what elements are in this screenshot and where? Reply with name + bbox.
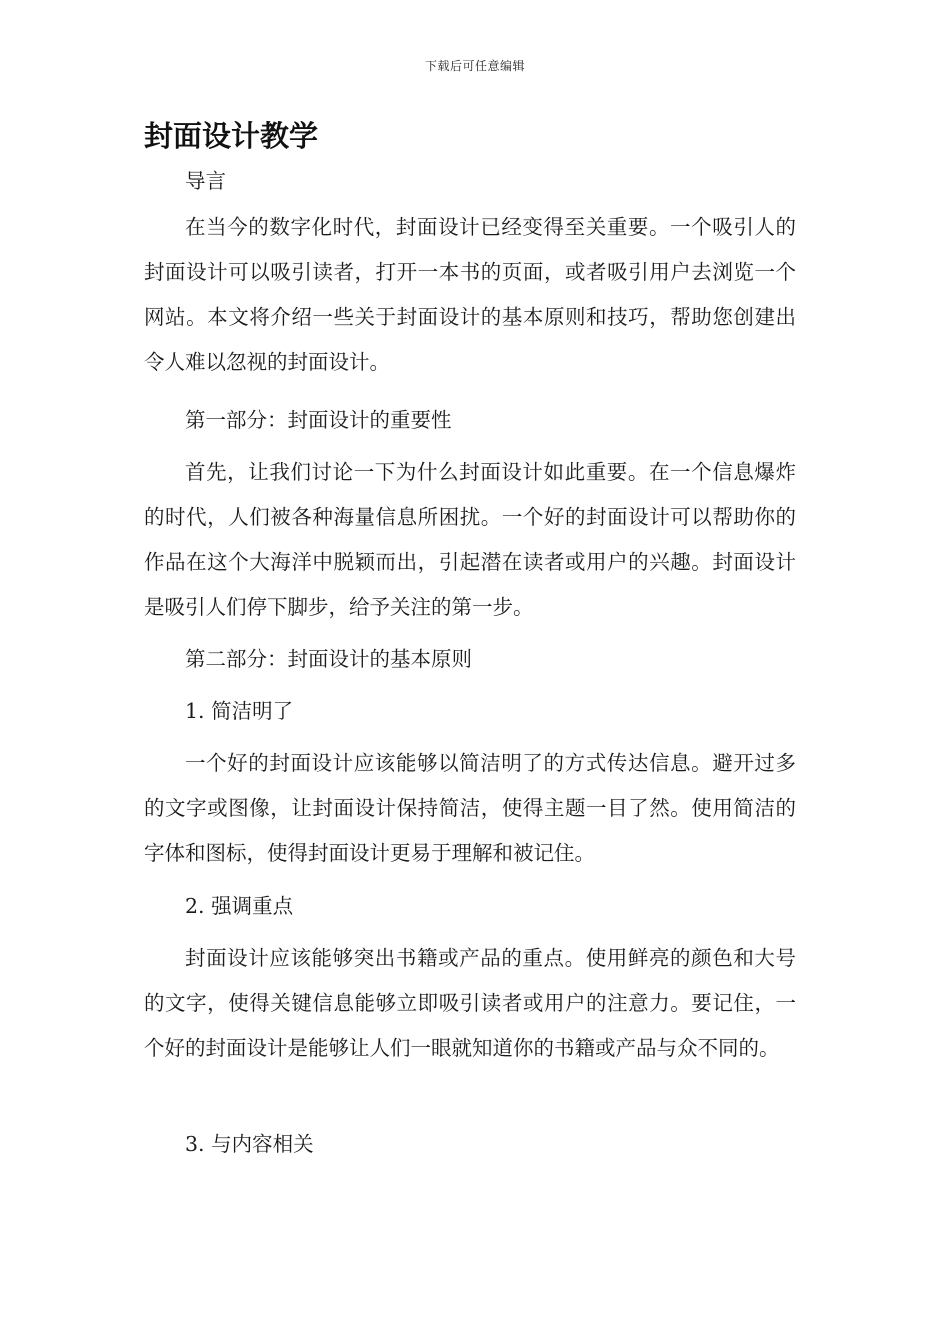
section-item2-para xyxy=(144,936,796,1071)
item2-paragraph: 封面设计应该能够突出书籍或产品的重点。使用鲜亮的颜色和大号的文字，使得关键信息能够立即吸引读者或用户的注意力。要记住，一个好的封面设计是能够让人们一眼就知道你的书籍或产品与众不同的。 xyxy=(144,946,796,1060)
section-part1-heading xyxy=(144,398,796,443)
document-title: 封面设计教学 xyxy=(144,119,319,153)
section-part1-para xyxy=(144,450,796,630)
section-intro-heading xyxy=(144,159,796,204)
section-item1-heading xyxy=(144,689,796,734)
header-note: 下载后可任意编辑 xyxy=(424,59,525,73)
item2-heading: 2. 强调重点 xyxy=(185,894,294,918)
section-item1-para xyxy=(144,741,796,876)
section-intro-para xyxy=(144,205,796,385)
section-part2-heading xyxy=(144,637,796,682)
intro-paragraph: 在当今的数字化时代，封面设计已经变得至关重要。一个吸引人的封面设计可以吸引读者，打开一本书的页面，或者吸引用户去浏览一个网站。本文将介绍一些关于封面设计的基本原则和技巧，帮助您创建出令人难以忽视的封面设计。 xyxy=(144,215,796,374)
item1-paragraph: 一个好的封面设计应该能够以简洁明了的方式传达信息。避开过多的文字或图像，让封面设计保持简洁，使得主题一目了然。使用简洁的字体和图标，使得封面设计更易于理解和被记住。 xyxy=(144,751,796,865)
section-item2-heading xyxy=(144,884,796,929)
part2-heading: 第二部分：封面设计的基本原则 xyxy=(185,647,472,671)
part1-paragraph: 首先，让我们讨论一下为什么封面设计如此重要。在一个信息爆炸的时代，人们被各种海量信息所困扰。一个好的封面设计可以帮助你的作品在这个大海洋中脱颖而出，引起潜在读者或用户的兴趣。封面设计是吸引人们停下脚步，给予关注的第一步。 xyxy=(144,460,796,619)
part1-heading: 第一部分：封面设计的重要性 xyxy=(185,408,452,432)
intro-heading: 导言 xyxy=(185,169,226,193)
section-item3-heading xyxy=(144,1122,796,1167)
item3-heading: 3. 与内容相关 xyxy=(185,1132,314,1156)
item1-heading: 1. 简洁明了 xyxy=(185,699,294,723)
